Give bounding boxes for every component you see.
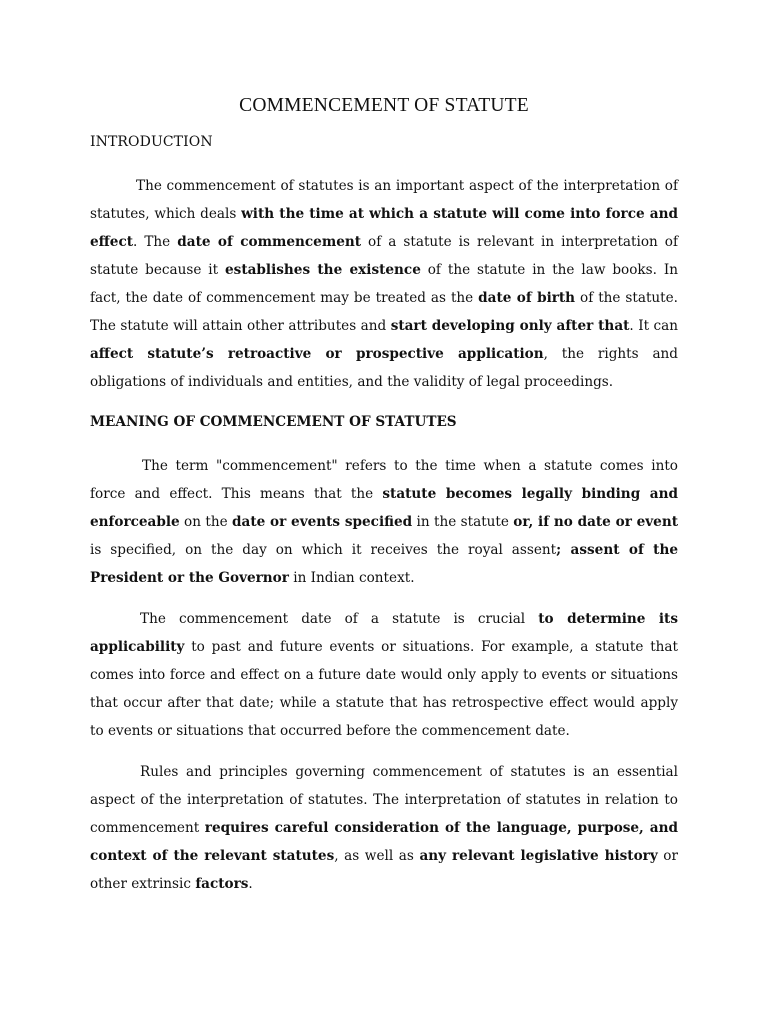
text-run: in the statute — [412, 514, 514, 530]
text-run: of the statute in the law books. In fact, the date of commencement may be treated as the — [90, 262, 678, 306]
meaning-paragraph-2 — [90, 605, 678, 745]
text-run: Rules and principles governing commencement of statutes is an essential aspect of the interpretation of statutes. The interpretation of statutes in relation to commencement — [90, 764, 678, 836]
bold-phrase: with the time at which a statute will come into force and effect — [90, 206, 678, 250]
text-run: on the — [179, 514, 233, 530]
bold-phrase: to determine its applicability — [90, 611, 678, 655]
bold-phrase: start developing only after that — [390, 318, 630, 334]
bold-phrase: date of commencement — [177, 234, 362, 250]
meaning-paragraph-3 — [90, 758, 678, 898]
text-run: , as well as — [334, 848, 420, 864]
text-run: , the rights and obligations of individuals and entities, and the validity of legal proceedings. — [90, 346, 679, 390]
introduction-paragraph — [90, 172, 678, 396]
bold-phrase: establishes the existence — [225, 262, 421, 278]
text-run: The term "commencement" refers to the time when a statute comes into force and effect. This means that the — [90, 458, 678, 502]
document-page — [90, 92, 678, 898]
text-run: The commencement date of a statute is crucial — [140, 611, 539, 627]
text-run: The commencement of statutes is an important aspect of the interpretation of statutes, which deals — [90, 178, 678, 222]
meaning-paragraph-1 — [90, 452, 678, 592]
bold-phrase: date or events specified — [232, 514, 413, 530]
text-run: is specified, on the day on which it receives the royal assent — [90, 542, 557, 558]
bold-phrase: any relevant legislative history — [419, 848, 658, 864]
text-run: . — [248, 876, 253, 892]
text-run: . The — [133, 234, 178, 250]
bold-phrase: ; assent of the President or the Governor — [90, 542, 678, 586]
bold-phrase: requires careful consideration of the language, purpose, and context of the relevant statutes — [90, 820, 678, 864]
text-run: of the statute. The statute will attain other attributes and — [90, 290, 678, 334]
meaning-heading: MEANING OF COMMENCEMENT OF STATUTES — [90, 414, 457, 430]
bold-phrase: or, if no date or event — [513, 514, 678, 530]
text-run: in Indian context. — [288, 570, 415, 586]
text-run: . It can — [629, 318, 678, 334]
introduction-heading: INTRODUCTION — [90, 134, 213, 150]
text-run: or other extrinsic — [90, 848, 678, 892]
page-title: COMMENCEMENT OF STATUTE — [239, 95, 529, 116]
bold-phrase: date of birth — [478, 290, 576, 306]
text-run: of a statute is relevant in interpretation of statute because it — [90, 234, 678, 278]
text-run: to past and future events or situations. For example, a statute that comes into force and effect on a future date would only apply to events or situations that occur after that date; while a statute that has retrospective effect would apply to events or situations that occurred before the commencement date. — [90, 639, 678, 739]
bold-phrase: affect statute’s retroactive or prospective application — [90, 346, 544, 362]
bold-phrase: statute becomes legally binding and enforceable — [90, 486, 678, 530]
bold-phrase: factors — [195, 876, 249, 892]
